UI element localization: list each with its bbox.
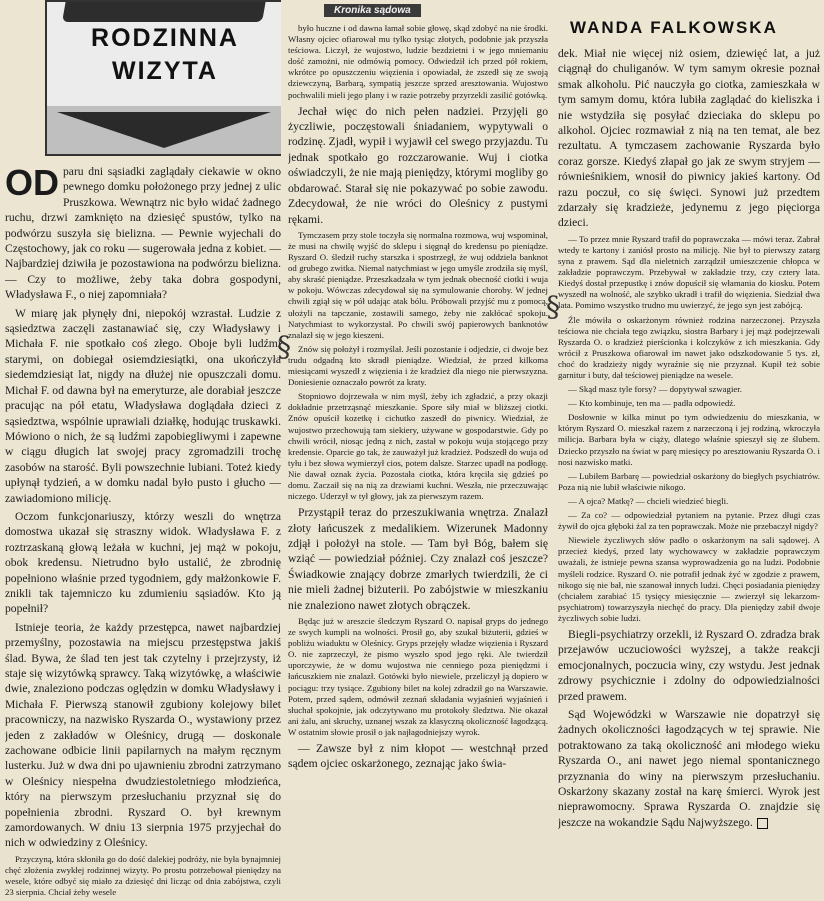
col2-paragraph-1: było huczne i od dawna łamał sobie głowę, skąd zdobyć na nie środki. Własny ojciec ofiarował mu tylko tysiąc złotych, podobnie jak przyszła teściowa. Liczył, że wujostwo, ludzie bezdzietni i w jego mniemaniu dość zamożni, nie odmówią pomocy. Odwiedził ich przed pół rokiem, wkrótce po opuszczeniu więzienia i opowiadał, że zszedł się ze swoją dziewczyną, Barbarą, sympatią jeszcze sprzed aresztowania. Wujostwo pochwalili mieli jego plany i w razie potrzeby przyrzekli zasilić gotówką. bbox=[288, 23, 548, 100]
col3-paragraph-7: — Lubiłem Barbarę — powiedział oskarżony do biegłych psychiatrów. Poza nią nie lubił właściwie nikogo. bbox=[558, 470, 820, 492]
col3-paragraph-9: — Za co? — odpowiedział pytaniem na pytanie. Przez długi czas żywił do ojca głęboki żal za ten poprawczak. Może nie przebaczył nigdy? bbox=[558, 510, 820, 532]
col2-paragraph-4: Znów się położył i rozmyślał. Jeśli pozostanie i odjedzie, ci dwoje bez trudu odgadną kto skradł pieniądze. Wiedział, że przed kilkoma miesiącami wyszedł z więzienia i że kradzież dla niego nie pierwszyzna. Doniesienie oznaczało powrót za kraty. bbox=[288, 343, 548, 388]
col3-paragraph-12: Sąd Wojewódzki w Warszawie nie dopatrzył się żadnych okoliczności łagodzących w tej sprawie. Nie potraktowano za taką okoliczność ani młodego wieku Ryszarda O., ani nawet jego niemal spontanicznego przyznania do winy na pierwszym przesłuchaniu. Oskarżony skazany został na karę śmierci. Wyrok jest nieprawomocny. Sprawa Ryszarda O. znajdzie się jeszcze na wokandzie Sądu Najwyższego. bbox=[558, 708, 820, 829]
col3-paragraph-3: Źle mówiła o oskarżonym również rodzina narzeczonej. Przyszła teściowa nie chciała tego związku, siostra Barbary i jej mąż podejrzewali Ryszarda O. o kradzież pierścionka i kolczyków z ich mieszkania. Gdy wrócił z Pruszkowa ofiarował im nawet jako odszkodowanie 5 tys. zł, choć do kradzieży nigdy wyraźnie się nie przyznał. Kupił też sobie garnitur i buty, dał teściowej pieniądze na wesele. bbox=[558, 314, 820, 380]
col1-paragraph-4: Istnieje teoria, że każdy przestępca, nawet najbardziej przemyślny, pozostawia na miejscu przestępstwa jakiś ślad. Bywa, że ślad ten jest tak czytelny i przejrzysty, iż staje się wizytówką sprawcy. Taką wizytówkę, a właściwie dwie, znaleziono podczas oględzin w domku Władysławy i Michała F. Pierwszą stanowił zgubiony kolejowy bilet pracowniczy, na nazwisko Ryszarda O., wystawiony przez jeden z zakładów w Oleśnicy, drugą — doskonale zachowane odbicie linii papilarnych na małym ręcznym lusterku. Już w dwa dni po ujawnieniu zbrodni zatrzymano w Oleśnicy niespełna dwudziestoletniego młodzieńca, który na pierwszym przesłuchaniu przyznał się do popełnienia zbrodni. Ryszard O. był krewnym zamordowanych. W dniu 13 sierpnia 1975 przyjechał do nich w odwiedziny z Oleśnicy. bbox=[5, 620, 281, 850]
col3-paragraph-2: — To przez mnie Ryszard trafił do poprawczaka — mówi teraz. Zabrał wtedy te kartony i zaniósł prosto na milicję. Nie był to pierwszy zatarg syna z prawem. Sąd dla nieletnich zarządził umieszczenie chłopca w zakładzie poprawczym. Przebywał w zakładzie trzy, czy cztery lata. Kiedyś dostał przepustkę i znów dopuścił się włamania do kiosku. Potem wyszedł na wolność, ale szybko ukradł i trafił do więzienia. Siedział dwa lata. Pomimo wszystko trudno mu uwierzyć, że jego syn jest zabójcą. bbox=[558, 233, 820, 311]
col3-paragraph-10: Niewiele życzliwych słów padło o oskarżonym na sali sądowej. A przecież kiedyś, przed laty wychowawcy w zakładzie poprawczym uważali, że istnieje pewna szansa wyprowadzenia go na ludzi. Podobnie myśleli rodzice. Ryszard O. nie potrafił jednak żyć w zgodzie z prawem, nikogo się nie bał, nie szanował innych ludzi. Chęci posiadania pieniędzy (chciałem zarabiać 15 tysięcy miesięcznie — zwierzył się lekarzom-psychiatrom) towarzyszyła niechęć do pracy. Dla pieniędzy zabił dwoje życzliwych sobie ludzi. bbox=[558, 535, 820, 623]
title-ornament bbox=[47, 106, 281, 154]
col2-paragraph-5: Stopniowo dojrzewała w nim myśl, żeby ich zgładzić, a przy okazji dokładnie przetrząsnąć mieszkanie. Spore siły miał w bliższej ciotki. Znów opuścił kozetkę i cichutko zaszedł do piwnicy. Wiedział, że wujostwo przechowują tam siekiery, używane w gospodarstwie. Gdy po chwili wrócił, niosąc jedną z nich, zastał w pokoju wuja stojącego przy kredensie. Oparcie go tak, że zauważył już kradzież. Podszedł do wuja od tyłu i bez słowa wymierzył cios, potem dalsze. Starzec upadł na podłogę. Nie dawał oznak życia. Pozostała ciotka, która kręciła się gdzieś po domu. Zaczaił się na nią za drzwiami kuchni. Weszła, nie przeczuwając niczego. Uderzył w tył głowy, jak za pierwszym razem. bbox=[288, 391, 548, 502]
section-sign-2: § bbox=[546, 290, 560, 323]
column-3 bbox=[558, 0, 820, 833]
col2-paragraph-3: Tymczasem przy stole toczyła się normalna rozmowa, wuj wspominał, że musi na chwilę wyjść do sklepu i sięgnął do kredensu po pieniądze. Ryszard O. śledził ruchy starszka i spostrzegł, że wuj oddziela banknot od grubego zwitka. Niemal natychmiast w jego umyśle zrodziła się myśl, aby skraść pieniądze. Przeszkadzała w tym jednak obecność ciotki i wuja w pokoju. Wówczas zdecydował się na symulowanie choroby. W jednej chwili zgiął się w pół udając atak bólu. Próbowali przyjść mu z pomocą, ułożyli na tapczanie, zostawili samego, żeby nie zakłócać spokoju. Natychmiast to wykorzystał. Po chwili swój papierowych banknotów znalazł się w jego kieszeni. bbox=[288, 229, 548, 340]
col1-paragraph-2: W miarę jak płynęły dni, niepokój wzrastał. Ludzie z sąsiedztwa zaczęli zastanawiać się, czy Władysławy i Michała F. nie spotkało coś złego. Oboje byli ludźmi starymi, on dobiegał osiemdziesiątki, ona ukończyła siedemdziesiąt lat, nigdy na dłużej nie opuszczali domu. Michał F. od dawna był na emeryturze, ale dorabiał jeszcze pracując na pół etatu, Władysława doglądała dzieci z sąsiedztwa, wspólnie uprawiali działkę, hodując truskawki. Mówiono o nich, że są ludźmi zapobiegliwymi i zapewne w ciągu długich lat swojej pracy zgromadzili trochę zasobów na starość. Byli powszechnie lubiani. Toteż kiedy upłynął tydzień, a w domku nadal było pusto i głucho — zawiadomiono milicję. bbox=[5, 306, 281, 505]
col3-paragraph-1: dek. Miał nie więcej niż osiem, dziewięć lat, a już ciągnął do chuliganów. W tym samym okresie poznał smak alkoholu. Pić nauczyła go ciotka, zamieszkała w tym samym domu, która lubiła zaglądać do kieliszka i nie wstydziła się posyłać dzieciaka do sklepu po alkohol. Ojciec rozmawiał z nią na ten temat, ale bez rezultatu. A tymczasem zachowanie Ryszarda było coraz gorsze. Kiedyś złapał go jak ze swym stryjem — równieśnikiem, wnosił do piwnicy jakieś kartony. Od razu poczuł, co się święci. Synowi już przedtem zdarzały się kradzieże, jedynemu z jego pięciorga dzieci. bbox=[558, 47, 820, 230]
col2-paragraph-2: Jechał więc do nich pełen nadziei. Przyjęli go życzliwie, poczęstowali śniadaniem, wypytywali o rodzinę. Zjadł, wypił i wyjawił cel swego przyjazdu. Tu jednak spotkało go rozczarowanie. Wuj i ciotka oświadczyli, że nie mają pieniędzy, którymi mogliby go obdarować. Starał się nie pokazywać po sobie zawodu. Zdecydował, że nie wróci do Oleśnicy z pustymi rękami. bbox=[288, 104, 548, 226]
col3-paragraph-8: — A ojca? Matkę? — chcieli wiedzieć biegli. bbox=[568, 495, 729, 506]
col1-paragraph-1: OD paru dni sąsiadki zaglądały ciekawie w okno pewnego domku położonego przy jednej z ulic Pruszkowa. Wewnątrz nic było widać żadnego ruchu, drzwi zamknięto na dziesięć spustów, tylko na podwórzu suszyła się bielizna. — Pewnie wyjechali do Częstochowy, jak co roku — sugerowała jedna z kobiet. — Najbardziej dziwiła je pozostawiona na podwórzu bielizna. — Czy to możliwe, żeby taka dobra gospodyni, Władysława F., o niej zapomniała? bbox=[5, 162, 281, 302]
article-title-line-1: RODZINNA bbox=[91, 24, 239, 52]
col1-body bbox=[5, 164, 281, 898]
col3-paragraph-4: — Skąd masz tyle forsy? — dopytywał szwagier. bbox=[568, 384, 742, 395]
author-name: WANDA FALKOWSKA bbox=[570, 18, 778, 37]
section-sign-1: § bbox=[277, 330, 291, 363]
column-1 bbox=[5, 0, 281, 901]
title-box bbox=[45, 0, 281, 156]
ornament-triangle bbox=[57, 112, 271, 148]
rubric-banner: Kronika sądowa bbox=[324, 4, 421, 17]
title-box-top-shape bbox=[62, 0, 272, 22]
col1-paragraph-5: Przyczyną, która skłoniła go do dość dalekiej podróży, nie była bynajmniej chęć złożenia zwykłej rodzinnej wizyty. Po prostu potrzebował pieniędzy na wesele, które odbyć się miało za dziesięć dni licząc od dnia zabójstwa, czyli 23 sierpnia. Chciał żeby wesele bbox=[5, 853, 281, 898]
col3-paragraph-11: Biegli-psychiatrzy orzekli, iż Ryszard O. zdradza brak przejawów uczuciowości wyższej, a także reakcji emocjonalnych, poczucia winy, czy wstydu. Jest jednak zdrowy psychicznie i zdolny do odpowiedzialności przed prawem. bbox=[558, 627, 820, 703]
col2-paragraph-8: — Zawsze był z nim kłopot — westchnął przed sądem ojciec oskarżonego, zeznając jako świa- bbox=[288, 742, 548, 771]
end-of-article-mark bbox=[757, 818, 768, 829]
drop-cap: OD bbox=[5, 162, 59, 203]
col3-paragraph-5: — Kto kombinuje, ten ma — padła odpowiedź. bbox=[568, 398, 736, 409]
col2-paragraph-7: Będąc już w areszcie śledczym Ryszard O. napisał gryps do jednego ze swych kumpli na wolności. Prosił go, aby szukał biżuterii, gdzieś w pobliżu wiaduktu w Oleśnicy. Gryps przejęły władze więzienia i Ryszard O. nie zaprzeczył, że pismo wyszło spod jego ręki. Ale twierdził uporczywie, że w domu wujostwa nie cenniego poza pieniędzmi i łańcuszkiem nie znalazł. Gotówki było niewiele, przeliczył ją dopiero w pociągu: trzy tysiące. Zgubiony bilet na kolej zdradził go na Warszawie. Potem, przed sądem, odmówił zeznań składania wyjaśnień wyjaśnień i słuchał spokojnie, jak odczytywano mu protokoły śledztwa. Nie okazał ani żalu, ani skruchy, uznanej wszak za klasyczną okoliczność łagodzącą. W ostatnim słowie prosił o jak najłagodniejszy wyrok. bbox=[288, 616, 548, 737]
article-title-line-2: WIZYTA bbox=[112, 57, 218, 85]
col3-paragraph-6: Dosłownie w kilka minut po tym odwiedzeniu do mieszkania, w którym Ryszard O. mieszkał razem z narzeczoną i jej rodziną, wkroczyła milicja. Barbara była w ciąży, dlatego właśnie spieszył się ze ślubem. Dziecko przyszło na świat w parę miesięcy po aresztowaniu Ryszarda O. i nosi nazwisko matki. bbox=[558, 412, 820, 467]
col2-paragraph-6: Przystąpił teraz do przeszukiwania wnętrza. Znalazł złoty łańcuszek z medalikiem. Wizerunek Madonny zdjął i położył na stole. — Tam był Bóg, bałem się wziąć — powiedział później. Czy znalazł coś jeszcze? Świadkowie znający dobrze zmarłych twierdzili, że ci nie mieli żadnej biżuterii. Po zabójstwie w mieszkaniu nie znaleziono nawet złotych obrączek. bbox=[288, 506, 548, 612]
col1-paragraph-3: Oczom funkcjonariuszy, którzy weszli do wnętrza domostwa ukazał się straszny widok. Władysława F. z roztrzaskaną głową leżała w kuchni, jej mąż w pokoju, obok kredensu. Nietrudno było ustalić, że zbrodnię popełniono właśnie przed tygodniem, gdy małżonkowie F. znikli tak tajemniczo ku zdumieniu sąsiadów. Kto ją popełnił? bbox=[5, 509, 281, 616]
column-2 bbox=[288, 0, 548, 775]
